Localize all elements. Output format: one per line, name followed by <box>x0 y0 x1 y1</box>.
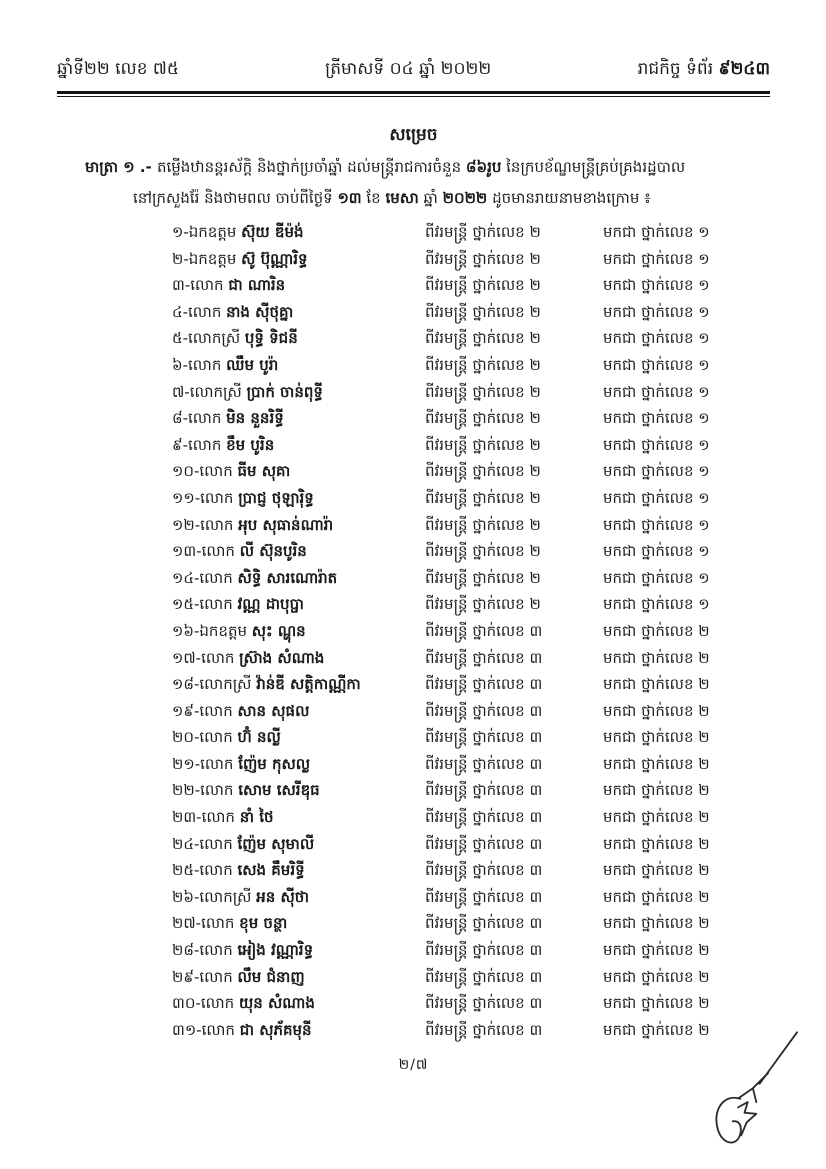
roster-official <box>172 884 425 911</box>
roster-row <box>172 485 772 512</box>
roster-number-title: ២៩-លោក <box>172 967 238 986</box>
roster-name: ខុម ចន្ថា <box>239 914 288 933</box>
roster-from-rank: ពីវរមន្ត្រី ថ្នាក់លេខ ២ <box>425 329 541 348</box>
roster-row <box>172 352 772 379</box>
roster-name: វ៉ាន់ឌី សត្តិកាណ្ណីកា <box>256 675 361 694</box>
roster-number-title: ២១-លោក <box>172 754 239 773</box>
header-gazette-page-number: ៩២៤៣ <box>718 59 770 79</box>
article-text-segment: ២០២២ <box>442 189 488 207</box>
roster-name: ប្រាជ្ញ ថុឡារ៉ិទ្ធ <box>238 488 314 507</box>
roster-official <box>172 857 425 884</box>
roster-number-title: ២៤-លោក <box>172 834 238 853</box>
roster-official <box>172 1017 425 1044</box>
roster-from-rank: ពីវរមន្ត្រី ថ្នាក់លេខ ៣ <box>425 861 543 880</box>
roster-name: សុះ ណ្ហុន <box>251 621 306 640</box>
roster-row <box>172 458 772 485</box>
roster-to-rank: មកជា ថ្នាក់លេខ ១ <box>603 302 710 321</box>
roster-name: ស៊ុយ ឌីម៉ង់ <box>241 223 304 241</box>
article-text-segment: ១៣ <box>337 189 362 207</box>
article-paragraph <box>85 152 775 214</box>
roster-official <box>172 964 425 991</box>
roster-row <box>172 618 772 645</box>
article-text-segment: ៨៦រូប <box>465 158 502 176</box>
roster-name: សិទ្ធិ សារណោរ៉ាត <box>237 568 338 587</box>
roster-number-title: ២៧-លោក <box>172 914 240 933</box>
roster-row <box>172 671 772 698</box>
roster-to-rank: មកជា ថ្នាក់លេខ ១ <box>603 462 710 481</box>
roster-number-title: ១៣-លោក <box>172 542 240 561</box>
article-line-2 <box>85 183 775 214</box>
roster-name: មិន នួនរិទ្ធី <box>226 409 284 428</box>
roster-name: ស៊ូ ប៊ុណ្ណារិទ្ធ <box>241 249 308 268</box>
roster-name: ញ៉ែម កុសល្ល <box>238 754 311 773</box>
roster-to-rank: មកជា ថ្នាក់លេខ ១ <box>603 542 710 561</box>
roster-from-rank: ពីវរមន្ត្រី ថ្នាក់លេខ ៣ <box>425 675 543 694</box>
roster-to-rank: មកជា ថ្នាក់លេខ ១ <box>603 488 710 507</box>
page-number: ២/៧ <box>398 1057 429 1073</box>
roster-name: លឹម ជំនាញ <box>237 967 305 986</box>
roster-name: ខឹម បូរិន <box>226 435 275 454</box>
roster-from-rank: ពីវរមន្ត្រី ថ្នាក់លេខ ៣ <box>425 808 543 827</box>
roster-to-rank: មកជា ថ្នាក់លេខ ២ <box>603 914 710 933</box>
roster-official <box>172 751 425 778</box>
roster-official <box>172 325 425 352</box>
roster-official <box>172 512 425 539</box>
roster-official <box>172 724 425 751</box>
roster-number-title: ២៨-លោក <box>172 941 238 960</box>
header-year-issue: ឆ្នាំទី២២ លេខ ៧៥ <box>57 59 179 79</box>
roster-row <box>172 751 772 778</box>
roster-to-rank: មកជា ថ្នាក់លេខ ១ <box>603 329 710 348</box>
roster-name: នាំ ថៃ <box>239 808 274 827</box>
roster-from-rank: ពីវរមន្ត្រី ថ្នាក់លេខ ២ <box>425 276 541 295</box>
roster-official <box>172 458 425 485</box>
roster-to-rank: មកជា ថ្នាក់លេខ ១ <box>603 249 710 268</box>
roster-number-title: ៣០-លោក <box>172 994 239 1013</box>
roster-from-rank: ពីវរមន្ត្រី ថ្នាក់លេខ ៣ <box>425 648 543 667</box>
roster-name: អៀង វណ្ណារិទ្ធ <box>237 941 314 960</box>
roster-number-title: ១២-លោក <box>172 515 239 534</box>
roster-official <box>172 591 425 618</box>
roster-name: លី ស៊ុនបូរិន <box>239 542 307 561</box>
roster-official <box>172 432 425 459</box>
roster-from-rank: ពីវរមន្ត្រី ថ្នាក់លេខ ២ <box>425 223 541 241</box>
roster-official <box>172 804 425 831</box>
roster-number-title: ៨-លោក <box>172 409 227 428</box>
roster-official <box>172 671 425 698</box>
roster-name: បុទ្ធិ ទិជនី <box>244 329 298 348</box>
roster-row <box>172 698 772 725</box>
signature-icon <box>693 1028 811 1146</box>
roster-to-rank: មកជា ថ្នាក់លេខ ២ <box>603 834 710 853</box>
roster-official <box>172 645 425 672</box>
roster-to-rank: មកជា ថ្នាក់លេខ ១ <box>603 382 710 401</box>
roster-from-rank: ពីវរមន្ត្រី ថ្នាក់លេខ ៣ <box>425 754 543 773</box>
roster-from-rank: ពីវរមន្ត្រី ថ្នាក់លេខ ៣ <box>425 994 543 1013</box>
roster-to-rank: មកជា ថ្នាក់លេខ ១ <box>603 223 710 241</box>
roster-row <box>172 538 772 565</box>
roster-to-rank: មកជា ថ្នាក់លេខ ២ <box>603 648 710 667</box>
roster-from-rank: ពីវរមន្ត្រី ថ្នាក់លេខ ២ <box>425 355 541 374</box>
roster-to-rank: មកជា ថ្នាក់លេខ ១ <box>603 515 710 534</box>
roster-from-rank: ពីវរមន្ត្រី ថ្នាក់លេខ ២ <box>425 409 541 428</box>
roster-name: ស្រ៊ាង សំណាង <box>239 648 325 667</box>
roster-to-rank: មកជា ថ្នាក់លេខ ២ <box>603 675 710 694</box>
roster-from-rank: ពីវរមន្ត្រី ថ្នាក់លេខ ៣ <box>425 967 543 986</box>
roster-row <box>172 724 772 751</box>
roster-number-title: ៩-លោក <box>172 435 227 454</box>
roster-name: សាន សុផល <box>237 701 310 720</box>
roster-official <box>172 352 425 379</box>
roster-official <box>172 910 425 937</box>
article-text-segment: ឆ្នាំ <box>418 189 443 207</box>
article-text-segment: មាត្រា ១ .- <box>85 158 157 176</box>
article-text-segment: តម្លើងឋានន្តរស័ក្តិ និងថ្នាក់ប្រចាំឆ្នាំ ដល់មន្ត្រីរាជការចំនួន <box>156 158 466 176</box>
roster-row <box>172 591 772 618</box>
roster-number-title: ១០-លោក <box>172 462 238 481</box>
roster-to-rank: មកជា ថ្នាក់លេខ ២ <box>603 728 710 747</box>
roster-from-rank: ពីវរមន្ត្រី ថ្នាក់លេខ ៣ <box>425 728 543 747</box>
roster-name: ប្រាក់ ចាន់ពុទ្ធី <box>246 382 323 401</box>
roster-to-rank: មកជា ថ្នាក់លេខ ២ <box>603 861 710 880</box>
article-text-segment: មេសា <box>385 189 419 207</box>
roster-from-rank: ពីវរមន្ត្រី ថ្នាក់លេខ ២ <box>425 568 541 587</box>
roster-row <box>172 884 772 911</box>
roster-to-rank: មកជា ថ្នាក់លេខ ២ <box>603 754 710 773</box>
roster-to-rank: មកជា ថ្នាក់លេខ ២ <box>603 808 710 827</box>
article-text-segment: នៅក្រសួងរ៉ែ និងថាមពល ចាប់ពីថ្ងៃទី <box>133 189 338 207</box>
roster-from-rank: ពីវរមន្ត្រី ថ្នាក់លេខ ៣ <box>425 621 543 640</box>
roster-to-rank: មកជា ថ្នាក់លេខ ១ <box>603 355 710 374</box>
roster-from-rank: ពីវរមន្ត្រី ថ្នាក់លេខ ៣ <box>425 781 543 800</box>
roster-name: យុន សំណាង <box>238 994 315 1013</box>
roster-official <box>172 299 425 326</box>
roster-from-rank: ពីវរមន្ត្រី ថ្នាក់លេខ ២ <box>425 595 541 614</box>
roster-from-rank: ពីវរមន្ត្រី ថ្នាក់លេខ ២ <box>425 382 541 401</box>
roster-number-title: ៥-លោកស្រី <box>172 329 245 348</box>
roster-official <box>172 405 425 432</box>
roster-from-rank: ពីវរមន្ត្រី ថ្នាក់លេខ ២ <box>425 488 541 507</box>
promotion-roster <box>172 219 772 1043</box>
roster-row <box>172 645 772 672</box>
roster-row <box>172 272 772 299</box>
roster-number-title: ២៦-លោកស្រី <box>172 887 257 906</box>
divider-thick-line <box>57 91 770 94</box>
roster-row <box>172 432 772 459</box>
roster-from-rank: ពីវរមន្ត្រី ថ្នាក់លេខ ៣ <box>425 914 543 933</box>
roster-official <box>172 618 425 645</box>
roster-from-rank: ពីវរមន្ត្រី ថ្នាក់លេខ ៣ <box>425 701 543 720</box>
roster-official <box>172 990 425 1017</box>
roster-number-title: ៣-លោក <box>172 276 229 295</box>
roster-name: វណ្ណ ដាបុប្ផា <box>237 595 304 614</box>
roster-number-title: ១៩-លោក <box>172 701 238 720</box>
roster-official <box>172 831 425 858</box>
roster-name: ជា សុភ័គមុនី <box>239 1020 312 1039</box>
roster-number-title: ៤-លោក <box>172 302 227 321</box>
roster-row <box>172 964 772 991</box>
roster-number-title: ១១-លោក <box>172 488 239 507</box>
roster-row <box>172 246 772 273</box>
page-header <box>57 58 770 83</box>
roster-row <box>172 831 772 858</box>
roster-from-rank: ពីវរមន្ត្រី ថ្នាក់លេខ ៣ <box>425 887 543 906</box>
roster-from-rank: ពីវរមន្ត្រី ថ្នាក់លេខ ២ <box>425 462 541 481</box>
roster-name: ឈឹម បូរ៉ា <box>226 355 279 374</box>
roster-name: អុប សុធាន់ណារ៉ា <box>238 515 334 534</box>
roster-number-title: ២-ឯកឧត្តម <box>172 249 242 268</box>
roster-official <box>172 565 425 592</box>
roster-name: ជា ណារិន <box>228 276 286 295</box>
header-gazette-label: រាជកិច្ច ទំព័រ <box>637 59 714 79</box>
article-text-segment: នៃក្របខ័ណ្ឌមន្ត្រីគ្រប់គ្រងរដ្ឋបាល <box>501 158 686 176</box>
roster-number-title: ៧-លោកស្រី <box>172 382 247 401</box>
roster-number-title: ២០-លោក <box>172 728 238 747</box>
roster-row <box>172 565 772 592</box>
roster-from-rank: ពីវរមន្ត្រី ថ្នាក់លេខ ២ <box>425 302 541 321</box>
article-text-segment: ខែ <box>361 189 386 207</box>
roster-to-rank: មកជា ថ្នាក់លេខ ២ <box>603 967 710 986</box>
header-gazette-page <box>638 58 770 83</box>
roster-row <box>172 219 772 246</box>
roster-number-title: ៦-លោក <box>172 355 227 374</box>
roster-to-rank: មកជា ថ្នាក់លេខ ២ <box>603 621 710 640</box>
roster-number-title: ៣១-លោក <box>172 1020 240 1039</box>
roster-from-rank: ពីវរមន្ត្រី ថ្នាក់លេខ ២ <box>425 249 541 268</box>
roster-number-title: ១៧-លោក <box>172 648 240 667</box>
roster-name: អន ស៊ីថា <box>256 887 310 906</box>
roster-row <box>172 1017 772 1044</box>
article-text-segment: ដូចមានរាយនាមខាងក្រោម ៖ <box>487 189 651 207</box>
roster-row <box>172 990 772 1017</box>
roster-from-rank: ពីវរមន្ត្រី ថ្នាក់លេខ ៣ <box>425 834 543 853</box>
roster-to-rank: មកជា ថ្នាក់លេខ ១ <box>603 409 710 428</box>
roster-row <box>172 804 772 831</box>
roster-official <box>172 937 425 964</box>
roster-name: ធីម សុគា <box>237 462 291 481</box>
roster-official <box>172 698 425 725</box>
roster-official <box>172 246 425 273</box>
roster-number-title: ១៦-ឯកឧត្តម <box>172 621 252 640</box>
roster-to-rank: មកជា ថ្នាក់លេខ ២ <box>603 887 710 906</box>
roster-to-rank: មកជា ថ្នាក់លេខ ២ <box>603 941 710 960</box>
roster-to-rank: មកជា ថ្នាក់លេខ ២ <box>603 994 710 1013</box>
article-line-1 <box>85 152 775 183</box>
roster-number-title: ១-ឯកឧត្តម <box>172 223 242 241</box>
roster-row <box>172 857 772 884</box>
roster-from-rank: ពីវរមន្ត្រី ថ្នាក់លេខ ៣ <box>425 1020 543 1039</box>
roster-row <box>172 299 772 326</box>
roster-row <box>172 777 772 804</box>
roster-to-rank: មកជា ថ្នាក់លេខ ១ <box>603 435 710 454</box>
roster-from-rank: ពីវរមន្ត្រី ថ្នាក់លេខ ៣ <box>425 941 543 960</box>
roster-official <box>172 485 425 512</box>
roster-row <box>172 937 772 964</box>
roster-to-rank: មកជា ថ្នាក់លេខ ១ <box>603 568 710 587</box>
roster-name: សេង គឹមរិទ្ធី <box>237 861 305 880</box>
roster-number-title: ១៨-លោកស្រី <box>172 675 257 694</box>
document-title: សម្រេច <box>389 125 438 145</box>
roster-name: ញ៉ែម សុមាលី <box>237 834 315 853</box>
roster-official <box>172 777 425 804</box>
roster-to-rank: មកជា ថ្នាក់លេខ ២ <box>603 781 710 800</box>
roster-official <box>172 379 425 406</box>
roster-from-rank: ពីវរមន្ត្រី ថ្នាក់លេខ ២ <box>425 435 541 454</box>
roster-official <box>172 272 425 299</box>
roster-number-title: ២៣-លោក <box>172 808 240 827</box>
roster-row <box>172 325 772 352</box>
roster-number-title: ១៥-លោក <box>172 595 238 614</box>
header-quarter: ត្រីមាសទី ០៤ ឆ្នាំ ២០២២ <box>325 59 492 79</box>
roster-number-title: ២៥-លោក <box>172 861 238 880</box>
roster-official <box>172 538 425 565</box>
roster-name: នាង ស៊ីថុគ្នា <box>226 302 294 321</box>
roster-to-rank: មកជា ថ្នាក់លេខ ១ <box>603 595 710 614</box>
roster-to-rank: មកជា ថ្នាក់លេខ ១ <box>603 276 710 295</box>
roster-number-title: ២២-លោក <box>172 781 239 800</box>
roster-number-title: ១៤-លោក <box>172 568 238 587</box>
roster-row <box>172 910 772 937</box>
roster-to-rank: មកជា ថ្នាក់លេខ ២ <box>603 1020 710 1039</box>
roster-row <box>172 379 772 406</box>
roster-from-rank: ពីវរមន្ត្រី ថ្នាក់លេខ ២ <box>425 515 541 534</box>
header-divider-rule <box>57 91 770 97</box>
roster-row <box>172 512 772 539</box>
roster-from-rank: ពីវរមន្ត្រី ថ្នាក់លេខ ២ <box>425 542 541 561</box>
roster-name: ហ៊ំ នល្លី <box>237 728 281 747</box>
roster-row <box>172 405 772 432</box>
roster-to-rank: មកជា ថ្នាក់លេខ ២ <box>603 701 710 720</box>
roster-official <box>172 219 425 246</box>
roster-name: សោម សេរីឌុធ <box>238 781 320 800</box>
divider-thin-line <box>57 96 770 97</box>
